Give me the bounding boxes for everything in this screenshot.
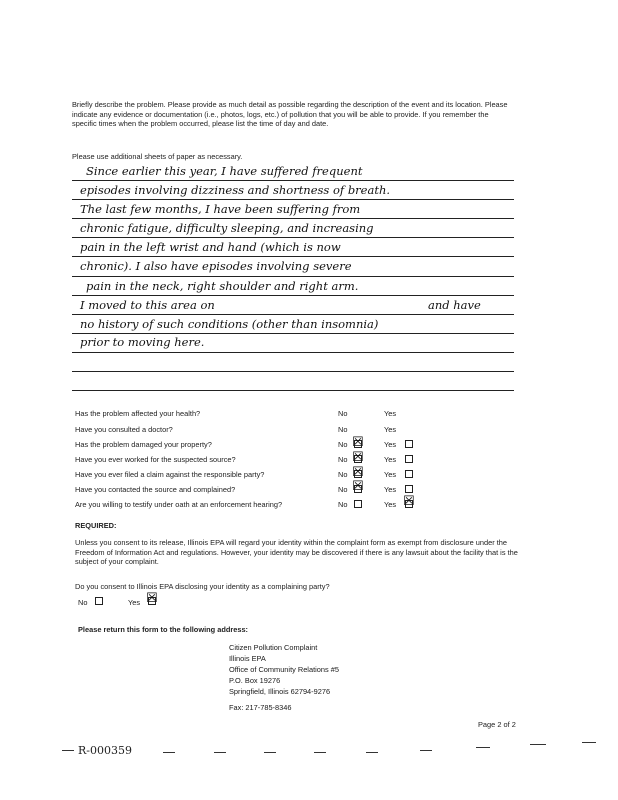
- handwriting-line: no history of such conditions (other than insomnia): [80, 317, 379, 331]
- question-filed-claim: Have you ever filed a claim against the responsible party?: [75, 470, 265, 479]
- address-line: Springfield, Illinois 62794-9276: [229, 687, 331, 696]
- writing-line: [72, 276, 514, 277]
- writing-line: [72, 390, 514, 391]
- x-mark-icon: ☒: [352, 479, 364, 494]
- footer-dash: [62, 750, 74, 751]
- address-line: P.O. Box 19276: [229, 676, 281, 685]
- yes-label: Yes: [384, 409, 397, 418]
- no-checkbox[interactable]: [354, 500, 362, 508]
- yes-label: Yes: [384, 485, 397, 494]
- handwriting-line: chronic fatigue, difficulty sleeping, and increasing: [80, 221, 374, 235]
- instructions-paragraph: Briefly describe the problem. Please provide as much detail as possible regarding the description of the event and its location. Please indicate any evidence or documentation (i.e., photos, logs, etc.) of pollution that you will be able to provide. If you remember the specific times when the problem occurred, please list the time of day and date.: [72, 100, 508, 129]
- question-health-affected: Has the problem affected your health?: [75, 409, 201, 418]
- yes-label: Yes: [384, 470, 397, 479]
- fax-number: Fax: 217-785-8346: [229, 703, 292, 712]
- yes-label: Yes: [384, 425, 397, 434]
- x-mark-icon: ☒: [403, 494, 415, 509]
- writing-line: [72, 256, 514, 257]
- writing-line: [72, 237, 514, 238]
- bates-number: R-000359: [78, 744, 132, 757]
- question-property-damaged: Has the problem damaged your property?: [75, 440, 212, 449]
- no-label: No: [338, 440, 348, 449]
- page-number: Page 2 of 2: [478, 720, 516, 729]
- required-heading: REQUIRED:: [75, 521, 117, 530]
- writing-line: [72, 180, 514, 181]
- writing-line: [72, 314, 514, 315]
- handwriting-line: pain in the neck, right shoulder and right arm.: [86, 279, 359, 293]
- no-label: No: [338, 455, 348, 464]
- consent-question: Do you consent to Illinois EPA disclosing your identity as a complaining party?: [75, 582, 330, 591]
- footer-dash: [420, 750, 432, 751]
- yes-checkbox[interactable]: [405, 440, 413, 448]
- redaction-blank: [290, 300, 418, 311]
- consent-no-checkbox[interactable]: [95, 597, 103, 605]
- x-mark-icon: ☒: [352, 465, 364, 480]
- address-line: Illinois EPA: [229, 654, 266, 663]
- yes-label: Yes: [384, 500, 397, 509]
- footer-dash: [476, 747, 490, 748]
- yes-checkbox[interactable]: [405, 485, 413, 493]
- handwriting-line: episodes involving dizziness and shortness of breath.: [80, 183, 391, 197]
- handwriting-line: I moved to this area on: [80, 298, 215, 312]
- no-label: No: [338, 485, 348, 494]
- yes-label: Yes: [384, 455, 397, 464]
- return-heading: Please return this form to the following address:: [78, 625, 249, 634]
- question-worked-for-source: Have you ever worked for the suspected source?: [75, 455, 236, 464]
- handwriting-line: and have: [428, 298, 481, 312]
- no-label: No: [338, 425, 348, 434]
- question-contacted-source: Have you contacted the source and complained?: [75, 485, 236, 494]
- address-line: Citizen Pollution Complaint: [229, 643, 318, 652]
- consent-no-label: No: [78, 598, 88, 607]
- writing-line: [72, 333, 514, 334]
- no-label: No: [338, 500, 348, 509]
- handwriting-line: Since earlier this year, I have suffered frequent: [86, 164, 363, 178]
- writing-line: [72, 199, 514, 200]
- consent-yes-label: Yes: [128, 598, 141, 607]
- footer-dash: [214, 752, 226, 753]
- footer-dash: [163, 752, 175, 753]
- yes-checkbox[interactable]: [405, 470, 413, 478]
- x-mark-icon: ☒: [352, 450, 364, 465]
- writing-line: [72, 352, 514, 353]
- handwriting-line: prior to moving here.: [80, 335, 205, 349]
- x-mark-icon: ☒: [352, 435, 364, 450]
- writing-line: [72, 218, 514, 219]
- footer-dash: [264, 752, 276, 753]
- footer-dash: [366, 752, 378, 753]
- x-mark-icon: ☒: [146, 591, 158, 606]
- footer-dash: [582, 742, 596, 743]
- writing-line: [72, 295, 514, 296]
- extra-sheets-note: Please use additional sheets of paper as necessary.: [72, 152, 243, 161]
- footer-dash: [314, 752, 326, 753]
- question-consulted-doctor: Have you consulted a doctor?: [75, 425, 173, 434]
- writing-line: [72, 371, 514, 372]
- handwriting-line: chronic). I also have episodes involving severe: [80, 259, 352, 273]
- address-line: Office of Community Relations #5: [229, 665, 339, 674]
- yes-checkbox[interactable]: [405, 455, 413, 463]
- question-willing-to-testify: Are you willing to testify under oath at an enforcement hearing?: [75, 500, 283, 509]
- handwriting-line: pain in the left wrist and hand (which is now: [80, 240, 341, 254]
- no-label: No: [338, 409, 348, 418]
- required-body: Unless you consent to its release, Illinois EPA will regard your identity within the complaint form as exempt from disclosure under the Freedom of Information Act and regulations. However, your identity may be discovered if there is any lawsuit about the facility that is the subject of your complaint.: [75, 538, 518, 567]
- yes-label: Yes: [384, 440, 397, 449]
- footer-dash: [530, 744, 546, 745]
- handwriting-line: The last few months, I have been suffering from: [80, 202, 361, 216]
- no-label: No: [338, 470, 348, 479]
